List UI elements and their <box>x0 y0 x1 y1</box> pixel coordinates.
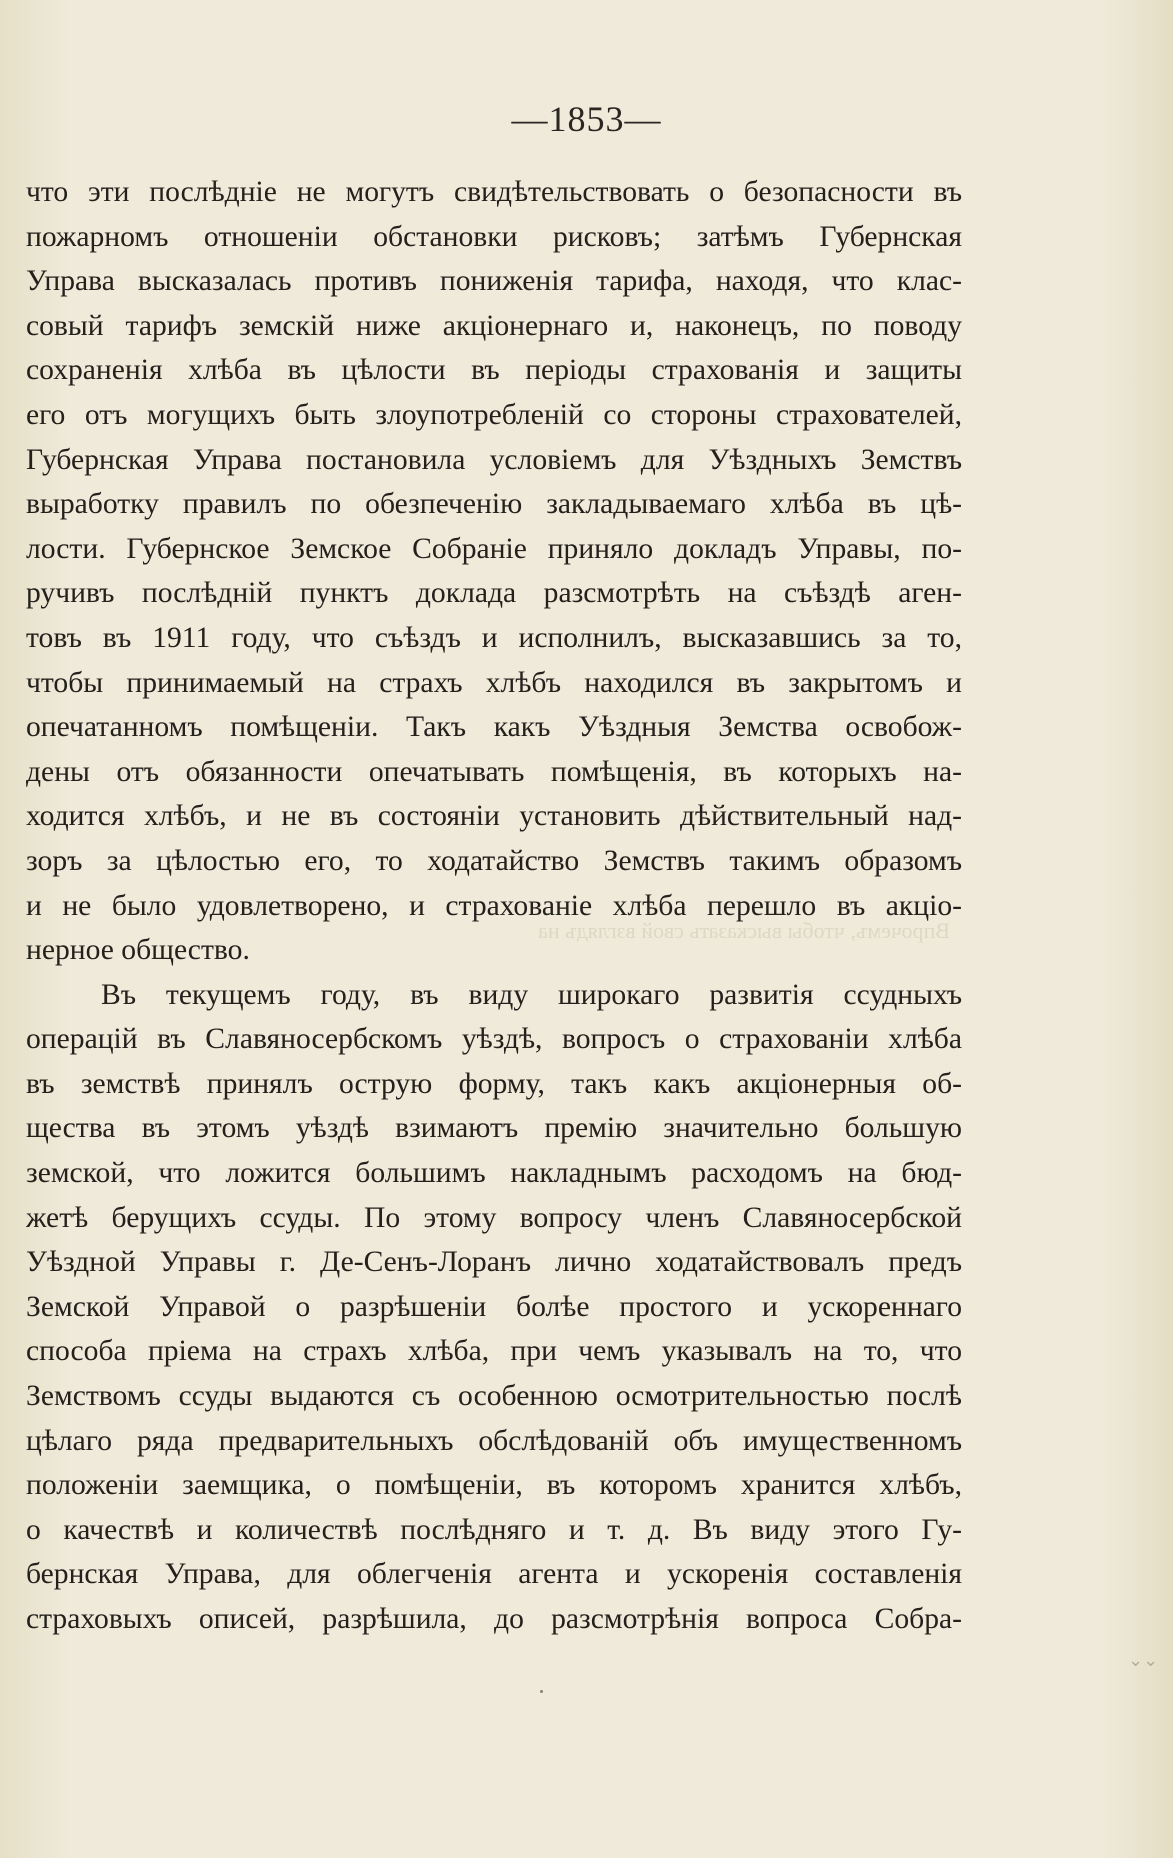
text-line: Земской Управой о разрѣшенiи болѣе простого и ускореннаго <box>26 1290 962 1323</box>
text-line: лости. Губернское Земское Собранiе приняло докладъ Управы, по- <box>26 532 962 565</box>
text-line: Въ текущемъ году, въ виду широкаго развитiя ссудныхъ <box>101 978 962 1011</box>
ink-speck <box>540 1690 543 1693</box>
margin-mark: ⌄⌄ <box>1128 1650 1159 1671</box>
text-line: сохраненiя хлѣба въ цѣлости въ перiоды страхованiя и защиты <box>26 354 962 387</box>
text-line: опечатанномъ помѣщенiи. Такъ какъ Уѣздныя Земства освобож- <box>26 711 962 744</box>
text-line: дены отъ обязанности опечатывать помѣщенiя, въ которыхъ на- <box>26 755 962 788</box>
text-line: совый тарифъ земскiй ниже акцiонернаго и, наконецъ, по поводу <box>26 309 962 342</box>
text-line: бернская Управа, для облегченiя агента и ускоренiя составленiя <box>26 1558 962 1591</box>
text-line: нерное общество. <box>26 934 250 967</box>
text-line: товъ въ 1911 году, что съѣздъ и исполнилъ, высказавшись за то, <box>26 621 962 654</box>
text-line: чтобы принимаемый на страхъ хлѣбъ находился въ закрытомъ и <box>26 666 962 699</box>
page-number: —1853— <box>511 99 662 139</box>
text-line: и не было удовлетворено, и страхованiе хлѣба перешло въ акцiо- <box>26 889 962 922</box>
text-line: земской, что ложится большимъ накладнымъ расходомъ на бюд- <box>26 1157 962 1190</box>
text-line: способа прiема на страхъ хлѣба, при чемъ указывалъ на то, что <box>26 1335 962 1368</box>
text-line: въ земствѣ принялъ острую форму, такъ какъ акцiонерныя об- <box>26 1067 962 1100</box>
text-line: положенiи заемщика, о помѣщенiи, въ которомъ хранится хлѣбъ, <box>26 1469 962 1502</box>
text-line: Губернская Управа постановила условiемъ для Уѣздныхъ Земствъ <box>26 443 962 476</box>
bleed-through-text: Впрочемъ, чтобы высказать свой взглядъ на <box>538 918 950 943</box>
text-line: ручивъ послѣднiй пунктъ доклада разсмотрѣть на съѣздѣ аген- <box>26 577 962 610</box>
text-line: ходится хлѣбъ, и не въ состоянiи установить дѣйствительный над- <box>26 800 962 833</box>
text-line: пожарномъ отношенiи обстановки рисковъ; затѣмъ Губернская <box>26 220 962 253</box>
body-text <box>26 170 962 1642</box>
text-line: Земствомъ ссуды выдаются съ особенною осмотрительностью послѣ <box>26 1380 962 1413</box>
text-line: жетѣ берущихъ ссуды. По этому вопросу членъ Славяносербской <box>26 1201 962 1234</box>
text-line: щества въ этомъ уѣздѣ взимаютъ премiю значительно большую <box>26 1112 962 1145</box>
text-line: его отъ могущихъ быть злоупотребленiй со стороны страхователей, <box>26 398 962 431</box>
paragraph-1 <box>26 170 962 973</box>
text-line: зоръ за цѣлостью его, то ходатайство Земствъ такимъ образомъ <box>26 844 962 877</box>
text-line: о качествѣ и количествѣ послѣдняго и т. д. Въ виду этого Гу- <box>26 1513 962 1546</box>
text-line: что эти послѣднiе не могутъ свидѣтельствовать о безопасности въ <box>26 176 962 208</box>
text-line: страховыхъ описей, разрѣшила, до разсмотрѣнiя вопроса Собра- <box>26 1603 962 1635</box>
text-line: выработку правилъ по обезпеченiю закладываемаго хлѣба въ цѣ- <box>26 488 962 521</box>
text-line: операцiй въ Славяносербскомъ уѣздѣ, вопросъ о страхованiи хлѣба <box>26 1023 962 1056</box>
text-line: Управа высказалась противъ пониженiя тарифа, находя, что клас- <box>26 265 962 298</box>
text-line: цѣлаго ряда предварительныхъ обслѣдованiй объ имущественномъ <box>26 1424 962 1457</box>
paragraph-2 <box>26 973 962 1642</box>
text-line: Уѣздной Управы г. Де-Сенъ-Лоранъ лично ходатайствовалъ предъ <box>26 1246 962 1279</box>
